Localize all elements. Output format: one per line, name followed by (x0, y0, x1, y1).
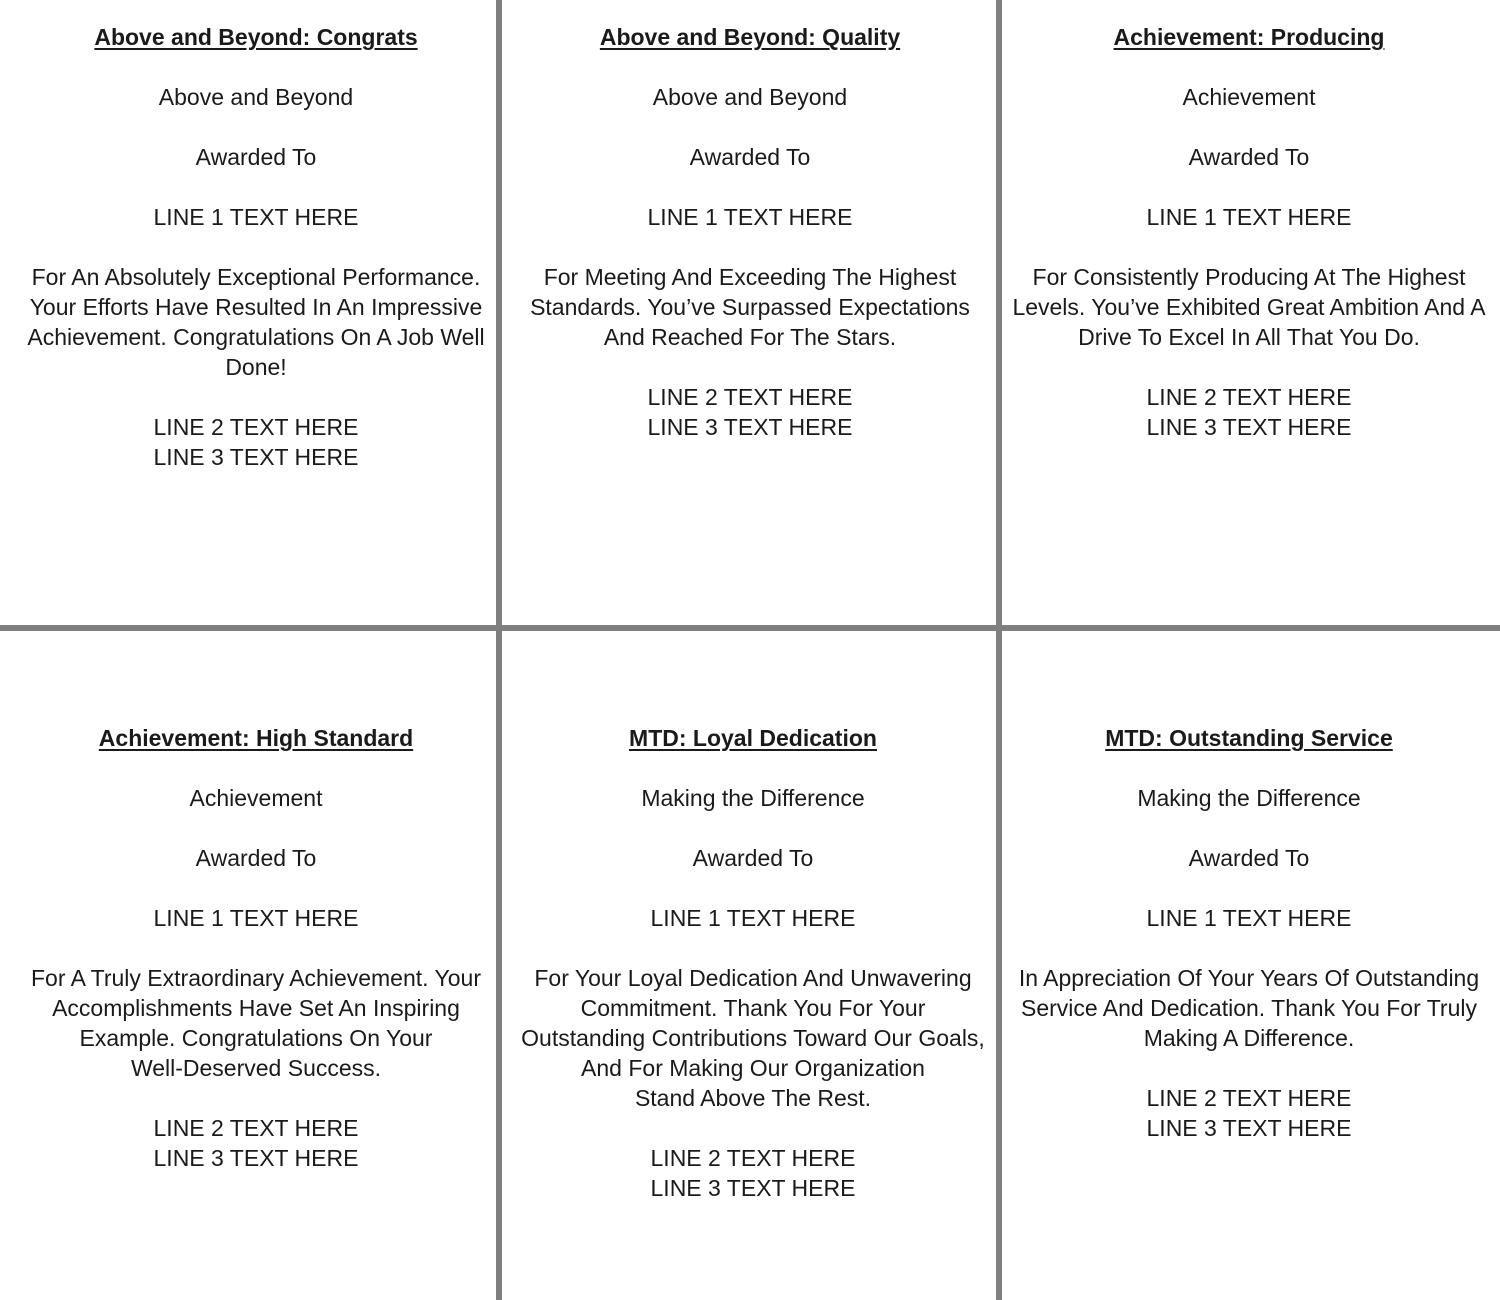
award-name: Above and Beyond (652, 84, 848, 110)
panel-title: Above and Beyond: Congrats (94, 24, 418, 50)
recipient-line-3: LINE 3 TEXT HERE (153, 1145, 359, 1171)
recipient-line-1: LINE 1 TEXT HERE (1146, 204, 1352, 230)
award-name: Above and Beyond (158, 84, 354, 110)
recipient-line-1: LINE 1 TEXT HERE (650, 905, 856, 931)
award-description: For Meeting And Exceeding The Highest Standards. You’ve Surpassed Expectations And Reached For The Stars. (530, 264, 970, 350)
award-description: For Your Loyal Dedication And Unwavering Commitment. Thank You For Your Outstanding Contributions Toward Our Goals, And For Making Our Organization Stand Above The Rest. (521, 965, 985, 1111)
award-panel-congrats (10, 22, 502, 472)
panel-title: MTD: Loyal Dedication (629, 725, 877, 751)
recipient-line-3: LINE 3 TEXT HERE (153, 444, 359, 470)
recipient-line-1: LINE 1 TEXT HERE (153, 204, 359, 230)
award-description: For A Truly Extraordinary Achievement. Your Accomplishments Have Set An Inspiring Example. Congratulations On Your Well-Deserved Success. (30, 965, 481, 1081)
award-name: Making the Difference (1137, 785, 1361, 811)
award-description: In Appreciation Of Your Years Of Outstanding Service And Dedication. Thank You For Truly Making A Difference. (1018, 965, 1480, 1051)
recipient-line-2: LINE 2 TEXT HERE (153, 1115, 359, 1141)
recipient-line-2: LINE 2 TEXT HERE (1146, 384, 1352, 410)
recipient-line-3: LINE 3 TEXT HERE (1146, 414, 1352, 440)
recipient-line-1: LINE 1 TEXT HERE (1146, 905, 1352, 931)
row-divider (0, 625, 1500, 631)
award-description: For Consistently Producing At The Highest Levels. You’ve Exhibited Great Ambition And A Drive To Excel In All That You Do. (1012, 264, 1486, 350)
recipient-line-2: LINE 2 TEXT HERE (650, 1145, 856, 1171)
panel-title: Achievement: High Standard (98, 725, 414, 751)
award-panel-loyal-dedication (503, 723, 1003, 1203)
awarded-to-label: Awarded To (692, 845, 814, 871)
recipient-line-1: LINE 1 TEXT HERE (647, 204, 853, 230)
panel-title: Above and Beyond: Quality (599, 24, 901, 50)
award-panel-quality (503, 22, 997, 442)
recipient-line-1: LINE 1 TEXT HERE (153, 905, 359, 931)
recipient-line-2: LINE 2 TEXT HERE (647, 384, 853, 410)
recipient-line-3: LINE 3 TEXT HERE (1146, 1115, 1352, 1141)
recipient-line-2: LINE 2 TEXT HERE (153, 414, 359, 440)
award-panel-high-standard (10, 723, 502, 1173)
award-name: Achievement (1182, 84, 1316, 110)
recipient-line-3: LINE 3 TEXT HERE (647, 414, 853, 440)
awarded-to-label: Awarded To (689, 144, 811, 170)
award-panel-producing (1003, 22, 1495, 442)
award-name: Achievement (189, 785, 323, 811)
awarded-to-label: Awarded To (195, 144, 317, 170)
awarded-to-label: Awarded To (1188, 845, 1310, 871)
awarded-to-label: Awarded To (1188, 144, 1310, 170)
award-description: For An Absolutely Exceptional Performance. Your Efforts Have Resulted In An Impressive Achievement. Congratulations On A Job Well Done! (27, 264, 485, 380)
panel-title: Achievement: Producing (1113, 24, 1385, 50)
awarded-to-label: Awarded To (195, 845, 317, 871)
award-panel-outstanding-service (1003, 723, 1495, 1143)
recipient-line-2: LINE 2 TEXT HERE (1146, 1085, 1352, 1111)
recipient-line-3: LINE 3 TEXT HERE (650, 1175, 856, 1201)
award-name: Making the Difference (641, 785, 865, 811)
panel-title: MTD: Outstanding Service (1105, 725, 1393, 751)
